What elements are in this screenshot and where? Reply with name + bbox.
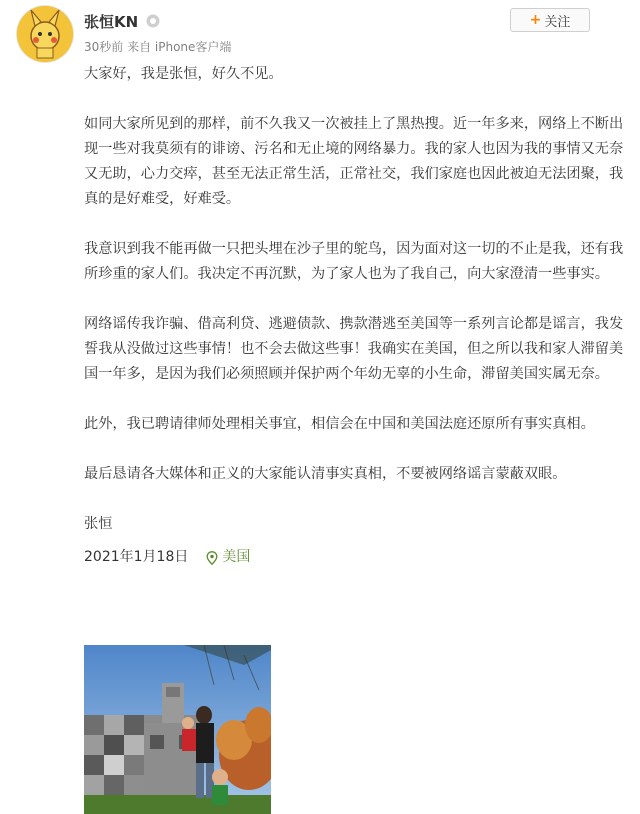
post-location[interactable]: 美国 bbox=[222, 549, 251, 565]
signature: 张恒 bbox=[84, 516, 113, 532]
post-paragraph: 此外，我已聘请律师处理相关事宜，相信会在中国和美国法庭还原所有事实真相。 bbox=[84, 416, 595, 432]
plus-icon: + bbox=[529, 12, 542, 28]
post-paragraph: 大家好，我是张恒，好久不见。 bbox=[84, 66, 283, 82]
post-paragraph: 我意识到我不能再做一只把头埋在沙子里的鸵鸟，因为面对这一切的不止是我，还有我所珍重的家人们。我决定不再沉默，为了家人也为了我自己，向大家澄清一些事实。 bbox=[84, 241, 624, 282]
location-pin-icon bbox=[206, 551, 218, 565]
avatar-illustration bbox=[17, 6, 73, 62]
verified-badge-icon bbox=[146, 14, 160, 28]
post-body bbox=[84, 62, 632, 582]
username[interactable]: 张恒KN bbox=[84, 13, 139, 31]
date-location-row bbox=[84, 545, 632, 570]
photo-illustration bbox=[84, 645, 271, 814]
post-paragraph: 最后恳请各大媒体和正义的大家能认清事实真相，不要被网络谣言蒙蔽双眼。 bbox=[84, 466, 567, 482]
post-paragraph: 网络谣传我诈骗、借高利贷、逃避债款、携款潜逃至美国等一系列言论都是谣言，我发誓我从没做过这些事情！也不会去做这些事！我确实在美国，但之所以我和家人滞留美国一年多，是因为我们必须照顾并保护两个年幼无辜的小生命，滞留美国实属无奈。 bbox=[84, 316, 624, 382]
post-paragraph: 如同大家所见到的那样，前不久我又一次被挂上了黑热搜。近一年多来，网络上不断出现一些对我莫须有的诽谤、污名和无止境的网络暴力。我的家人也因为我的事情又无奈又无助，心力交瘁，甚至无法正常生活，正常社交，我们家庭也因此被迫无法团聚，我真的是好难受，好难受。 bbox=[84, 116, 624, 207]
post-photo[interactable] bbox=[84, 645, 271, 814]
post-meta: 30秒前 来自 iPhone客户端 bbox=[84, 40, 232, 54]
avatar[interactable] bbox=[17, 6, 73, 62]
post-header bbox=[0, 0, 640, 66]
follow-button[interactable] bbox=[510, 8, 590, 32]
follow-label: 关注 bbox=[544, 14, 571, 30]
post-date: 2021年1月18日 bbox=[84, 549, 189, 565]
